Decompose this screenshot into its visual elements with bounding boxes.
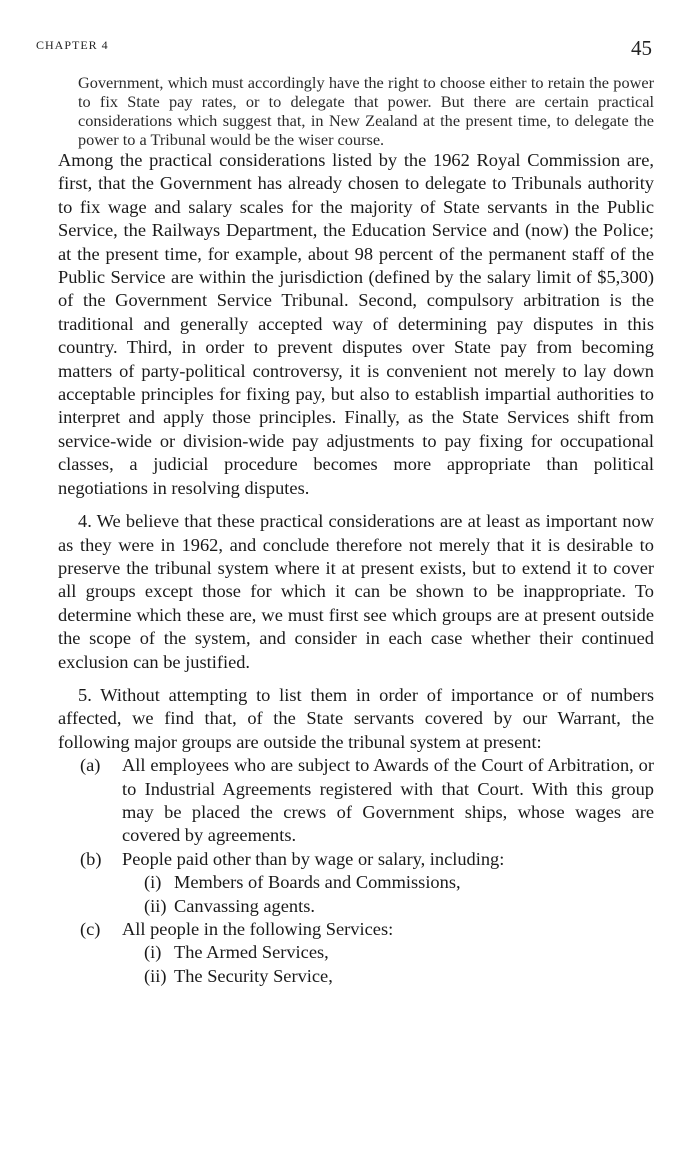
sub-item-b-i — [122, 871, 654, 894]
sub-label-c-ii: (ii) — [144, 965, 167, 986]
block-quote: Government, which must accordingly have the right to choose either to retain the power to fix State pay rates, or to delegate that power. But there are certain practical considerations which suggest that, in New Zealand at the present time, to delegate the power to a Tribunal would be the wiser course. — [78, 73, 654, 149]
list-text-c: All people in the following Services: — [122, 919, 394, 939]
sub-item-b-ii — [122, 895, 654, 918]
list-item-b — [58, 848, 654, 918]
paragraph-practical-considerations: Among the practical considerations listed by the 1962 Royal Commission are, first, that the Government has already chosen to delegate to Tribunals authority to fix wage and salary scales for the majority of State servants in the Public Service, the Railways Department, the Education Service and (now) the Police; at the present time, for example, about 98 percent of the permanent staff of the Public Service are within the jurisdiction (defined by the salary limit of $5,300) of the Government Service Tribunal. Second, compulsory arbitration is the traditional and generally accepted way of determining pay disputes in this country. Third, in order to prevent disputes over State pay from becoming matters of party-political controversy, it is convenient not merely to lay down acceptable principles for fixing pay, but also to establish impartial authorities to interpret and apply those principles. Finally, as the State Services shift from service-wide or division-wide pay adjustments to pay fixing for occupational classes, a judicial procedure becomes more appropriate than political negotiations in resolving disputes. — [58, 150, 654, 498]
paragraph-5: 5. Without attempting to list them in order of importance or of numbers affected, we find that, of the State servants covered by our Warrant, the following major groups are outside the tribunal system at present: — [58, 684, 654, 752]
sub-item-c-i — [122, 941, 654, 964]
sub-text-b-ii: Canvassing agents. — [174, 895, 315, 916]
sub-text-c-i: The Armed Services, — [174, 942, 329, 963]
list-item-a — [58, 754, 654, 848]
sub-text-c-ii: The Security Service, — [174, 965, 333, 986]
list-label-b: (b) — [80, 848, 102, 869]
sub-text-b-i: Members of Boards and Commissions, — [174, 872, 461, 893]
sub-item-c-ii — [122, 965, 654, 988]
list-item-c — [58, 918, 654, 988]
list-text-a: All employees who are subject to Awards of the Court of Arbitration, or to Industrial Agreements registered with that Court. With this group may be placed the crews of Government ships, whose wages are covered by agreements. — [122, 755, 654, 846]
sublist-b — [122, 871, 654, 918]
page-number: 45 — [631, 36, 652, 60]
sub-label-c-i: (i) — [144, 942, 162, 963]
excluded-groups-list — [58, 754, 654, 988]
sub-label-b-i: (i) — [144, 872, 162, 893]
list-text-b: People paid other than by wage or salary, including: — [122, 848, 505, 869]
paragraph-4: 4. We believe that these practical considerations are at least as important now as they were in 1962, and conclude therefore not merely that it is desirable to preserve the tribunal system where it at present exists, but to extend it to cover all groups except those for which it can be shown to be inappropriate. To determine which these are, we must first see which groups are at present outside the scope of the system, and consider in each case whether their continued exclusion can be justified. — [58, 511, 654, 672]
list-label-a: (a) — [80, 755, 101, 776]
running-header — [36, 38, 652, 60]
sub-label-b-ii: (ii) — [144, 895, 167, 916]
chapter-label: CHAPTER 4 — [36, 38, 109, 52]
sublist-c — [122, 941, 654, 988]
list-label-c: (c) — [80, 919, 101, 939]
body-text — [58, 73, 654, 988]
